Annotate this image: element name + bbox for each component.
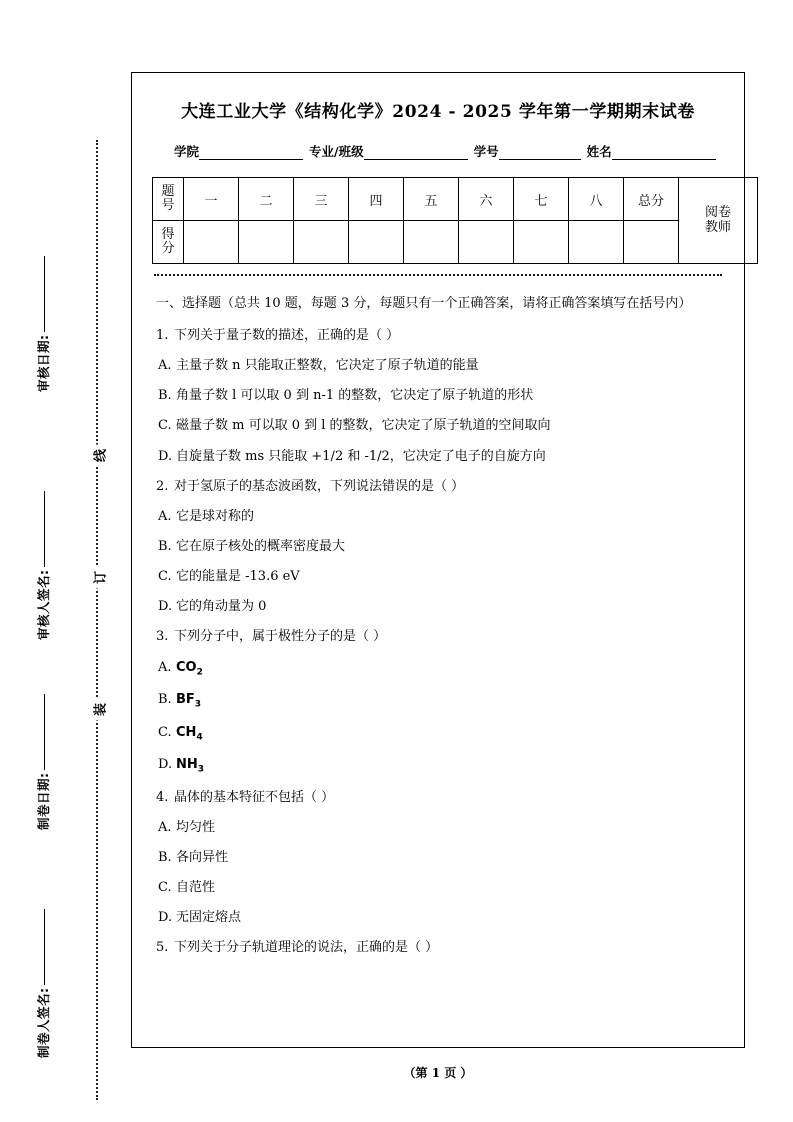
col-header-1: 一 [184, 178, 239, 221]
option-text: $CH_4$ [176, 724, 203, 743]
score-cell-5[interactable] [404, 221, 459, 264]
formula-subscript: 3 [194, 699, 202, 710]
option-key: B. [158, 539, 172, 555]
question-option[interactable] [156, 416, 718, 436]
question-stem-5 [156, 938, 718, 958]
question-stem-text: 对于氢原子的基态波函数，下列说法错误的是（ ） [174, 478, 465, 494]
row-header-question-number [153, 178, 184, 221]
dotted-separator [154, 274, 722, 276]
field-student-name-label: 姓名 [586, 144, 612, 159]
option-text: 它是球对称的 [176, 508, 255, 524]
row-header-line1: 题 [161, 184, 175, 200]
col-header-7: 七 [514, 178, 569, 221]
option-key: B. [158, 692, 172, 708]
option-key: C. [158, 724, 172, 740]
col-header-5: 五 [404, 178, 459, 221]
option-key: D. [158, 910, 173, 926]
seal-line-char-0: 线 [87, 445, 112, 467]
field-student-name-blank[interactable] [612, 145, 716, 160]
section-heading: 一、选择题（总共 10 题，每题 3 分，每题只有一个正确答案，请将正确答案填写在括号内） [156, 296, 692, 311]
field-student-id-label: 学号 [473, 144, 499, 159]
formula-subscript: 2 [196, 667, 203, 678]
option-text: $CO_2$ [176, 659, 203, 678]
option-text: 均匀性 [176, 819, 216, 835]
option-key: B. [158, 850, 172, 865]
margin-label-text: 审核人签名: [36, 569, 51, 640]
margin-label-blank[interactable] [44, 257, 45, 333]
option-key: A. [158, 819, 172, 835]
table-row-question-numbers [153, 178, 758, 221]
question-option[interactable] [156, 567, 718, 587]
question-option[interactable] [156, 658, 718, 681]
question-stem-text: 下列关于分子轨道理论的说法，正确的是（ ） [174, 940, 439, 956]
question-option[interactable] [156, 386, 718, 406]
option-key: C. [158, 418, 172, 434]
question-number: 1. [156, 328, 169, 344]
option-key: D. [158, 757, 173, 773]
field-student-name[interactable] [587, 142, 716, 160]
option-text: 磁量子数 m 可以取 0 到 l 的整数，它决定了原子轨道的空间取向 [176, 418, 551, 434]
seal-line-char-2: 装 [87, 699, 112, 721]
question-option[interactable] [156, 723, 718, 746]
margin-label-1 [34, 492, 52, 641]
seal-line-char-1: 订 [87, 567, 112, 589]
question-option[interactable] [156, 908, 718, 928]
question-stem-3 [156, 627, 718, 647]
score-cell-total[interactable] [624, 221, 679, 264]
score-cell-3[interactable] [294, 221, 349, 264]
margin-label-blank[interactable] [44, 695, 45, 771]
score-cell-1[interactable] [184, 221, 239, 264]
question-number: 2. [156, 478, 169, 494]
margin-label-text: 制卷日期: [36, 772, 51, 830]
margin-label-3 [34, 910, 52, 1059]
score-table-body [153, 178, 758, 264]
option-text: 角量子数 l 可以取 0 到 n-1 的整数，它决定了原子轨道的形状 [176, 388, 534, 404]
option-text: 主量子数 n 只能取正整数，它决定了原子轨道的能量 [176, 358, 479, 374]
margin-label-2 [34, 695, 52, 831]
option-text: 自旋量子数 ms 只能取 +1/2 和 -1/2，它决定了电子的自旋方向 [176, 448, 546, 464]
col-header-4: 四 [349, 178, 404, 221]
score-cell-2[interactable] [239, 221, 294, 264]
option-text: 它在原子核处的概率密度最大 [176, 539, 346, 555]
option-key: D. [158, 448, 173, 464]
question-number: 3. [156, 629, 169, 645]
option-key: C. [158, 569, 172, 585]
question-option[interactable] [156, 447, 718, 467]
option-key: D. [158, 599, 173, 615]
option-key: A. [158, 358, 172, 374]
question-stem-text: 下列分子中，属于极性分子的是（ ） [174, 629, 387, 645]
field-college-blank[interactable] [199, 145, 303, 160]
option-key: A. [158, 659, 172, 675]
field-major-class-label: 专业/班级 [309, 144, 364, 159]
question-stem-4 [156, 788, 718, 808]
option-key: C. [158, 880, 172, 896]
question-option[interactable] [156, 878, 718, 898]
marking-teacher-line1: 阅卷 [704, 204, 731, 220]
question-stem-text: 下列关于量子数的描述，正确的是（ ） [174, 328, 400, 344]
option-key: B. [158, 388, 172, 404]
field-major-class[interactable] [309, 142, 468, 160]
score-table [152, 177, 758, 264]
col-header-6: 六 [459, 178, 514, 221]
row-header-score-line2: 分 [161, 241, 175, 256]
option-text: 自范性 [176, 880, 216, 896]
exam-page-frame [131, 72, 745, 1048]
question-option[interactable] [156, 818, 718, 838]
margin-label-blank[interactable] [44, 492, 45, 568]
student-identity-fields [152, 142, 724, 160]
col-header-total: 总分 [624, 178, 679, 221]
margin-label-blank[interactable] [44, 910, 45, 986]
question-stem-text: 晶体的基本特征不包括（ ） [174, 789, 335, 805]
field-college[interactable] [174, 142, 303, 160]
option-text: $BF_3$ [176, 692, 202, 710]
formula-subscript: 3 [197, 764, 205, 775]
option-key: A. [158, 508, 172, 524]
question-option[interactable] [156, 537, 718, 557]
option-text: 各向异性 [176, 850, 229, 865]
questions-container [156, 326, 718, 959]
score-cell-7[interactable] [514, 221, 569, 264]
question-stem-1 [156, 326, 718, 346]
question-stem-2 [156, 477, 718, 497]
left-margin-annotations [0, 0, 128, 1122]
question-option[interactable] [156, 507, 718, 527]
question-option[interactable] [156, 356, 718, 376]
question-number: 5. [156, 940, 169, 956]
col-header-8: 八 [569, 178, 624, 221]
vertical-dotted-sealing-line [96, 140, 98, 1100]
margin-label-text: 制卷人签名: [36, 987, 51, 1058]
question-number: 4. [156, 789, 169, 805]
field-major-class-blank[interactable] [364, 145, 468, 160]
table-row-scores [153, 221, 758, 264]
question-option[interactable] [156, 690, 718, 713]
field-college-label: 学院 [174, 144, 200, 159]
question-option[interactable] [156, 848, 718, 868]
question-body [152, 293, 724, 959]
score-cell-8[interactable] [569, 221, 624, 264]
option-text: 它的能量是 -13.6 eV [176, 569, 300, 585]
question-option[interactable] [156, 597, 718, 617]
col-header-marking-teacher[interactable] [679, 178, 758, 264]
field-student-id[interactable] [474, 142, 581, 160]
col-header-3: 三 [294, 178, 349, 221]
marking-teacher-line2: 教师 [704, 219, 731, 235]
row-header-line2: 号 [161, 198, 175, 213]
score-cell-6[interactable] [459, 221, 514, 264]
question-option[interactable] [156, 755, 718, 778]
row-header-score-line1: 得 [161, 227, 175, 243]
field-student-id-blank[interactable] [499, 145, 581, 160]
option-text: $NH_3$ [176, 757, 205, 775]
page-footer: （第 1 页 ） [403, 1066, 473, 1080]
page-title: 大连工业大学《结构化学》2024 - 2025 学年第一学期期末试卷 [181, 102, 695, 122]
score-cell-4[interactable] [349, 221, 404, 264]
margin-label-0 [34, 257, 52, 393]
option-text: 它的角动量为 0 [176, 599, 267, 615]
formula-subscript: 4 [196, 732, 203, 743]
margin-label-text: 审核日期: [36, 334, 51, 392]
col-header-2: 二 [239, 178, 294, 221]
option-text: 无固定熔点 [176, 910, 242, 926]
row-header-score [153, 221, 184, 264]
